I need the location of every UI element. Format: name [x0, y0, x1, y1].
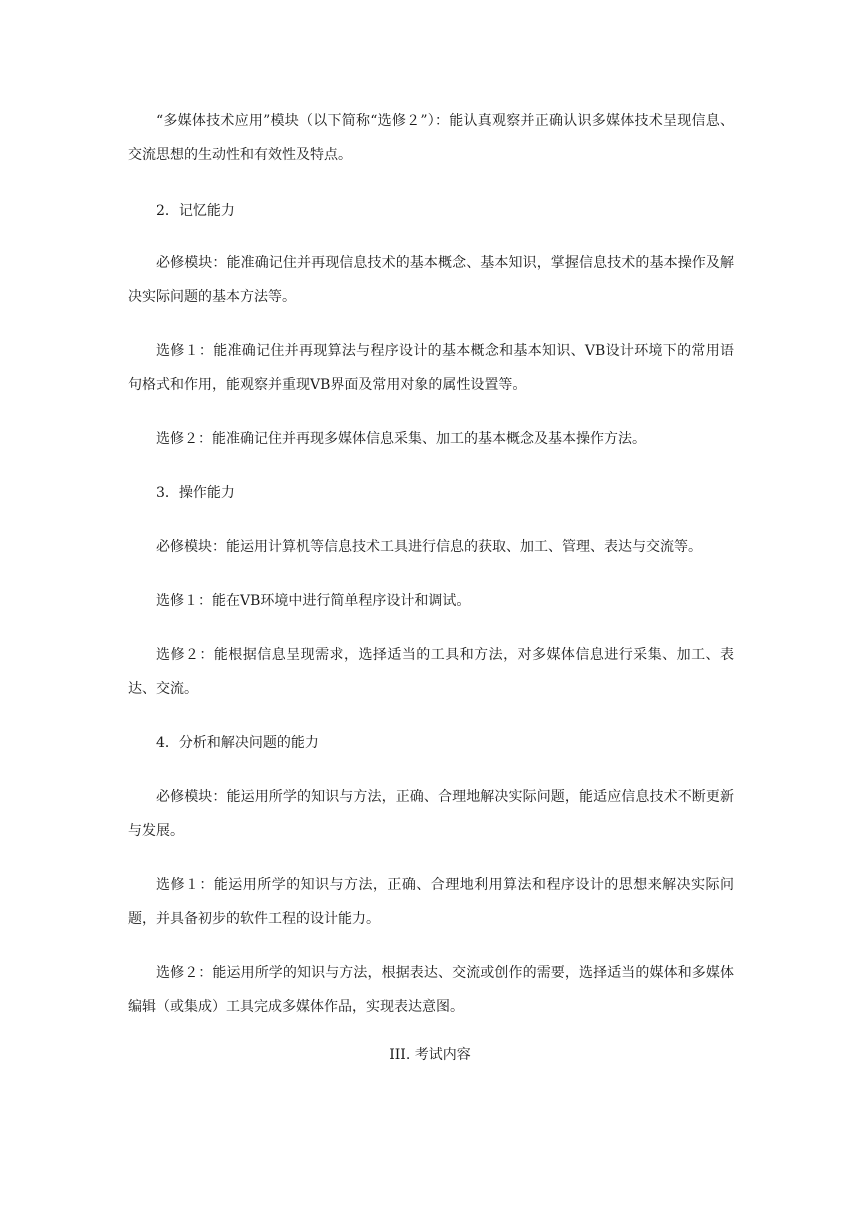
paragraph-problem-required: 必修模块：能运用所学的知识与方法，正确、合理地解决实际问题，能适应信息技术不断更新与发展。 [128, 789, 734, 839]
paragraph-operation-elective-2: 选修２：能根据信息呈现需求，选择适当的工具和方法，对多媒体信息进行采集、加工、表达、交流。 [128, 647, 734, 697]
paragraph-problem-elective-1: 选修１：能运用所学的知识与方法，正确、合理地利用算法和程序设计的思想来解决实际问题，并具备初步的软件工程的设计能力。 [128, 877, 734, 927]
paragraph-multimedia-intro: “多媒体技术应用”模块（以下简称“选修２”）：能认真观察并正确认识多媒体技术呈现信息、交流思想的生动性和有效性及特点。 [128, 113, 734, 163]
heading-operation-ability: 3．操作能力 [156, 485, 235, 501]
section-heading-exam-content: III. 考试内容 [389, 1047, 471, 1063]
paragraph-operation-elective-1: 选修１：能在VB环境中进行简单程序设计和调试。 [156, 593, 471, 609]
paragraph-operation-required: 必修模块：能运用计算机等信息技术工具进行信息的获取、加工、管理、表达与交流等。 [156, 539, 702, 555]
heading-memory-ability: 2．记忆能力 [156, 203, 235, 219]
paragraph-memory-elective-1: 选修１：能准确记住并再现算法与程序设计的基本概念和基本知识、VB设计环境下的常用语句格式和作用，能观察并重现VB界面及常用对象的属性设置等。 [128, 343, 734, 393]
heading-problem-solving: 4．分析和解决问题的能力 [156, 735, 319, 751]
paragraph-memory-required: 必修模块：能准确记住并再现信息技术的基本概念、基本知识，掌握信息技术的基本操作及解决实际问题的基本方法等。 [128, 255, 734, 305]
paragraph-memory-elective-2: 选修２：能准确记住并再现多媒体信息采集、加工的基本概念及基本操作方法。 [156, 431, 646, 447]
paragraph-problem-elective-2: 选修２：能运用所学的知识与方法，根据表达、交流或创作的需要，选择适当的媒体和多媒体编辑（或集成）工具完成多媒体作品，实现表达意图。 [128, 965, 734, 1015]
